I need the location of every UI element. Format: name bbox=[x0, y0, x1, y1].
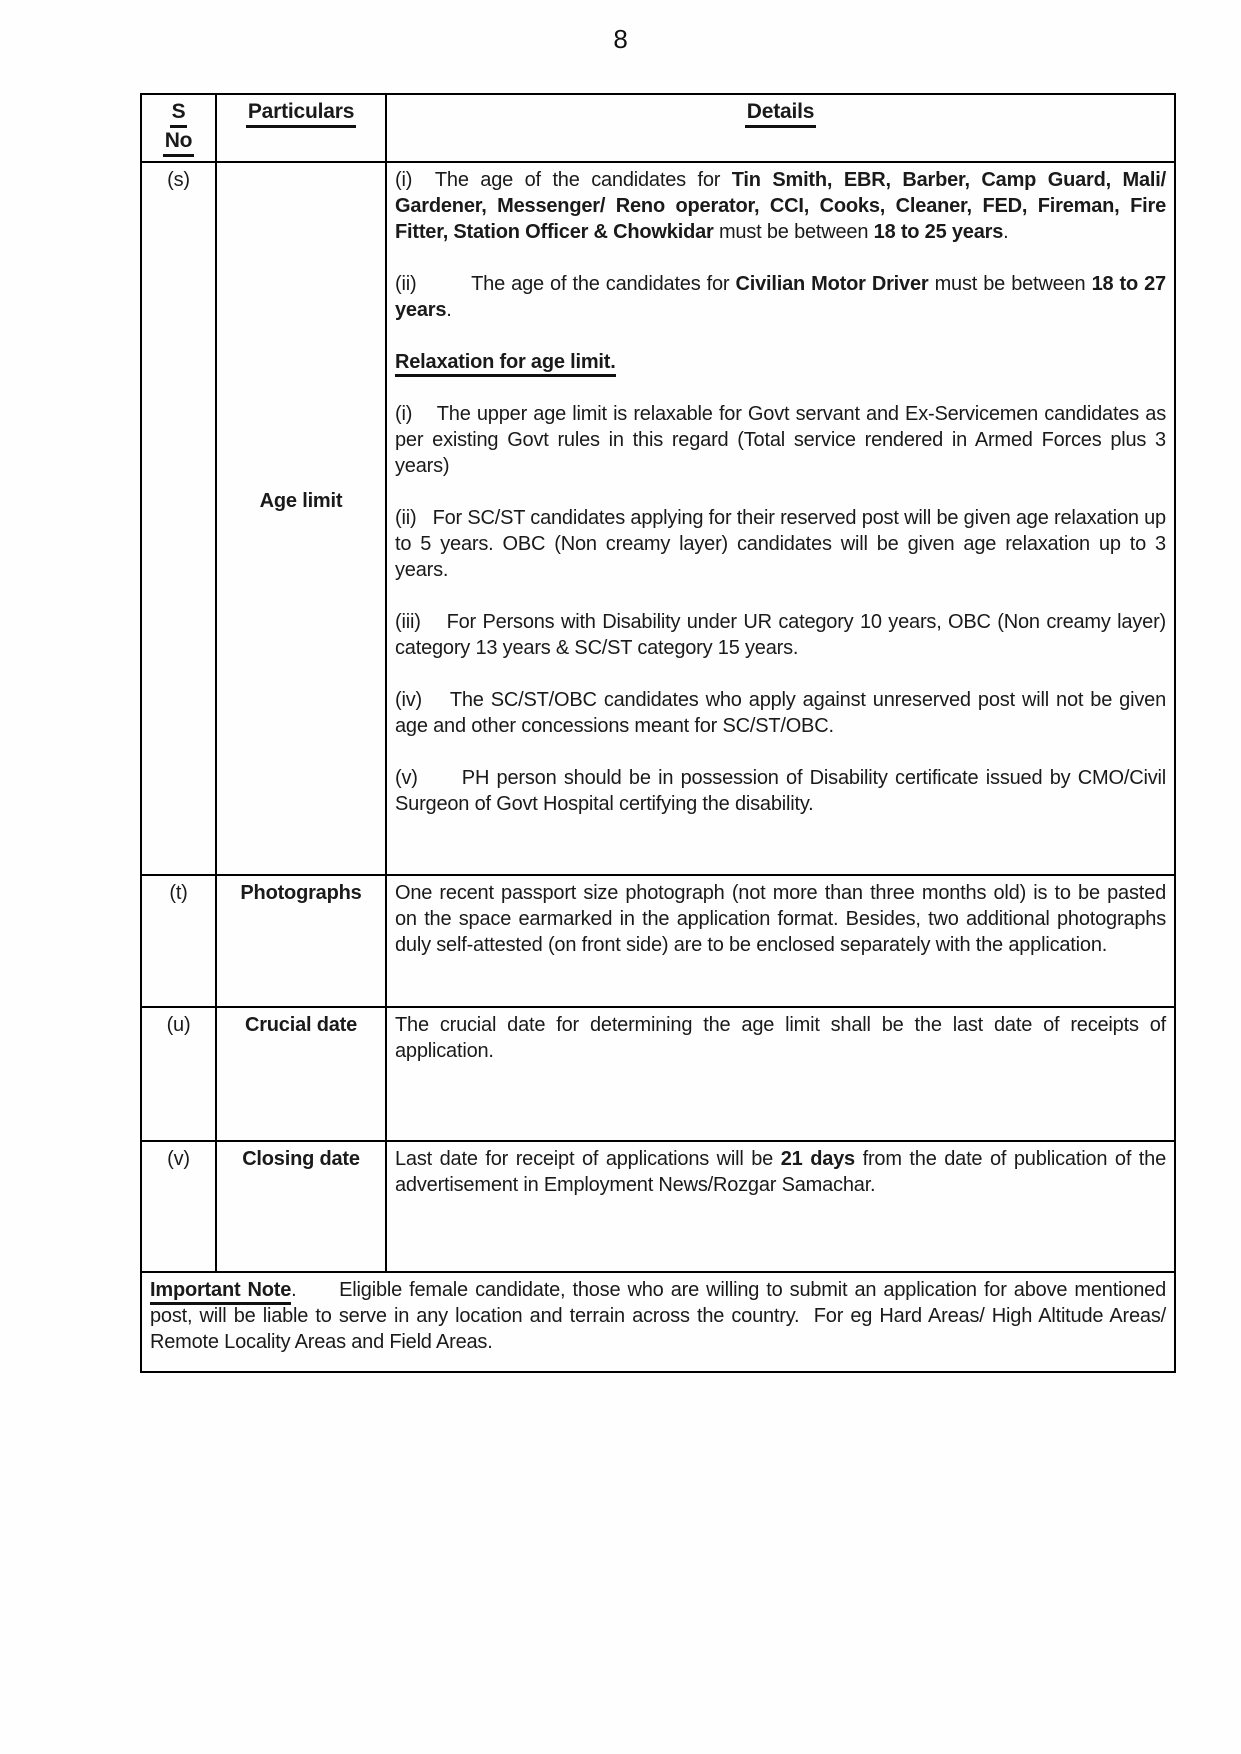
paragraph: Relaxation for age limit. bbox=[395, 349, 1166, 375]
row-age-limit bbox=[141, 162, 1175, 875]
paragraph: The crucial date for determining the age limit shall be the last date of receipts of application. bbox=[395, 1014, 1166, 1062]
row-photographs bbox=[141, 875, 1175, 1007]
paragraph: (v) PH person should be in possession of Disability certificate issued by CMO/Civil Surgeon of Govt Hospital certifying the disability. bbox=[395, 767, 1166, 815]
paragraph: Last date for receipt of applications will be 21 days from the date of publication of the advertisement in Employment News/Rozgar Samachar. bbox=[395, 1148, 1166, 1196]
header-row bbox=[141, 94, 1175, 162]
row-photographs-details bbox=[386, 875, 1175, 1007]
row-closing-date-particulars: Closing date bbox=[216, 1141, 386, 1272]
header-details-label: Details bbox=[745, 100, 816, 128]
important-note: Important Note. Eligible female candidate, those who are willing to submit an application for above mentioned post, will be liable to serve in any location and terrain across the country. For eg Hard Areas/ High Altitude Areas/ Remote Locality Areas and Field Areas. bbox=[141, 1272, 1175, 1372]
header-details bbox=[386, 94, 1175, 162]
row-photographs-particulars: Photographs bbox=[216, 875, 386, 1007]
page-number: 8 bbox=[613, 24, 628, 54]
header-particulars-label: Particulars bbox=[246, 100, 356, 128]
row-closing-date-sno: (v) bbox=[141, 1141, 216, 1272]
header-sno-label-line1: S bbox=[170, 100, 188, 128]
row-crucial-date bbox=[141, 1007, 1175, 1141]
row-photographs-sno: (t) bbox=[141, 875, 216, 1007]
paragraph: One recent passport size photograph (not more than three months old) is to be pasted on the space earmarked in the application format. Besides, two additional photographs duly self-attested (on front side) are to be enclosed separately with the application. bbox=[395, 882, 1166, 956]
paragraph: (ii) The age of the candidates for Civilian Motor Driver must be between 18 to 27 years. bbox=[395, 273, 1166, 321]
details-table bbox=[140, 93, 1176, 1373]
row-closing-date-details bbox=[386, 1141, 1175, 1272]
row-crucial-date-details bbox=[386, 1007, 1175, 1141]
header-sno bbox=[141, 94, 216, 162]
row-crucial-date-sno: (u) bbox=[141, 1007, 216, 1141]
paragraph: (iii) For Persons with Disability under UR category 10 years, OBC (Non creamy layer) category 13 years & SC/ST category 15 years. bbox=[395, 611, 1166, 659]
row-age-limit-details bbox=[386, 162, 1175, 875]
row-age-limit-sno: (s) bbox=[141, 162, 216, 875]
paragraph: (iv) The SC/ST/OBC candidates who apply against unreserved post will not be given age and other concessions meant for SC/ST/OBC. bbox=[395, 689, 1166, 737]
paragraph: (i) The upper age limit is relaxable for Govt servant and Ex-Servicemen candidates as per existing Govt rules in this regard (Total service rendered in Armed Forces plus 3 years) bbox=[395, 403, 1166, 477]
row-crucial-date-particulars: Crucial date bbox=[216, 1007, 386, 1141]
row-important-note bbox=[141, 1272, 1175, 1372]
paragraph: (i) The age of the candidates for Tin Smith, EBR, Barber, Camp Guard, Mali/ Gardener, Messenger/ Reno operator, CCI, Cooks, Cleaner, FED, Fireman, Fire Fitter, Station Officer & Chowkidar must be between 18 to 25 years. bbox=[395, 169, 1166, 243]
row-age-limit-particulars: Age limit bbox=[216, 162, 386, 875]
header-sno-label-line2: No bbox=[163, 129, 195, 157]
row-closing-date bbox=[141, 1141, 1175, 1272]
header-particulars bbox=[216, 94, 386, 162]
paragraph: (ii) For SC/ST candidates applying for their reserved post will be given age relaxation up to 5 years. OBC (Non creamy layer) candidates will be given age relaxation up to 3 years. bbox=[395, 507, 1166, 581]
